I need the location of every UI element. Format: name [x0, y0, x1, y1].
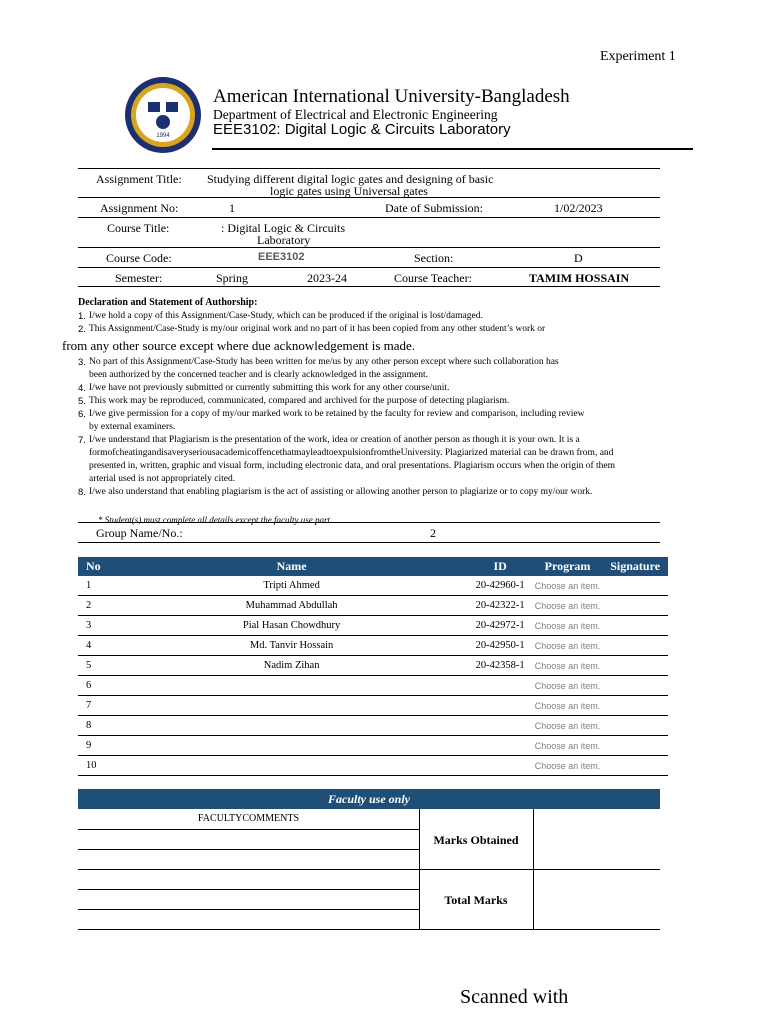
member-id — [468, 756, 533, 776]
declaration-title: Declaration and Statement of Authorship: — [78, 297, 258, 308]
program-select[interactable]: Choose an item. — [533, 756, 603, 776]
member-no: 5 — [78, 656, 116, 676]
teacher-value: TAMIM HOSSAIN — [529, 271, 630, 285]
member-id: 20-42322-1 — [468, 596, 533, 616]
declaration-item-continued: from any other source except where due acknowledgement is made. — [62, 338, 416, 353]
assignment-title-line2: logic gates using Universal gates — [270, 184, 428, 198]
comment-line[interactable] — [78, 829, 419, 830]
member-id: 20-42960-1 — [468, 576, 533, 596]
header-rule — [212, 148, 693, 150]
member-name: Md. Tanvir Hossain — [116, 636, 468, 656]
member-name — [116, 736, 468, 756]
member-no: 3 — [78, 616, 116, 636]
table-row — [78, 576, 668, 596]
program-select[interactable]: Choose an item. — [533, 576, 603, 596]
course-code-label: Course Code: — [106, 251, 172, 265]
assignment-no-label: Assignment No: — [100, 201, 179, 215]
member-id: 20-42950-1 — [468, 636, 533, 656]
header-program: Program — [533, 557, 603, 576]
university-logo — [124, 76, 202, 154]
signature-cell[interactable] — [602, 736, 668, 756]
assignment-no-value: 1 — [229, 201, 235, 215]
declaration-item: 4. I/we have not previously submitted or currently submitting this work for any other course/unit. — [78, 383, 450, 394]
program-select[interactable]: Choose an item. — [533, 616, 603, 636]
table-row — [78, 656, 668, 676]
total-marks-label: Total Marks — [444, 893, 508, 907]
members-header-row — [78, 557, 668, 576]
member-id: 20-42358-1 — [468, 656, 533, 676]
header-name: Name — [116, 557, 468, 576]
member-no: 7 — [78, 696, 116, 716]
course-title-label: Course Title: — [107, 221, 170, 235]
declaration-item: 3. No part of this Assignment/Case-Study has been written for me/us by any other person except where such collaboration has been authorized by the concerned teacher and is clearly acknowledged in the assignment. — [78, 357, 559, 380]
table-row — [78, 616, 668, 636]
group-value[interactable]: 2 — [430, 526, 436, 540]
info-bottom-rule — [78, 286, 660, 287]
declaration-list — [62, 310, 678, 499]
group-label: Group Name/No.: — [96, 526, 183, 540]
signature-cell[interactable] — [602, 596, 668, 616]
logo-year: 1994 — [156, 133, 170, 139]
signature-cell[interactable] — [602, 656, 668, 676]
faculty-heading: Faculty use only — [78, 789, 660, 809]
member-no: 8 — [78, 716, 116, 736]
table-row — [78, 756, 668, 776]
table-row — [78, 696, 668, 716]
info-row-number — [78, 197, 660, 218]
member-name — [116, 716, 468, 736]
teacher-label: Course Teacher: — [394, 271, 472, 285]
table-row — [78, 716, 668, 736]
header-signature: Signature — [602, 557, 668, 576]
program-select[interactable]: Choose an item. — [533, 736, 603, 756]
header-no: No — [78, 557, 116, 576]
member-name: Nadim Zihan — [116, 656, 468, 676]
members-table — [78, 557, 668, 776]
marks-divider — [419, 869, 660, 870]
declaration-item: 8. I/we also understand that enabling plagiarism is the act of assisting or allowing another person to plagiarize or to copy my/our work. — [78, 487, 593, 498]
program-select[interactable]: Choose an item. — [533, 596, 603, 616]
signature-cell[interactable] — [602, 756, 668, 776]
member-no: 1 — [78, 576, 116, 596]
signature-cell[interactable] — [602, 576, 668, 596]
declaration-item: 2. This Assignment/Case-Study is my/our original work and no part of it has been copied from any other student’s work or — [78, 324, 546, 335]
member-no: 2 — [78, 596, 116, 616]
program-select[interactable]: Choose an item. — [533, 656, 603, 676]
declaration-item: 6. I/we give permission for a copy of my/our marked work to be retained by the faculty for review and comparison, including review by external examiners. — [78, 409, 585, 432]
member-no: 6 — [78, 676, 116, 696]
section-value: D — [574, 251, 583, 265]
assignment-title-label: Assignment Title: — [96, 172, 182, 186]
section-label: Section: — [414, 251, 454, 265]
signature-cell[interactable] — [602, 716, 668, 736]
program-select[interactable]: Choose an item. — [533, 676, 603, 696]
group-top-rule — [78, 522, 660, 523]
member-id — [468, 736, 533, 756]
member-no: 10 — [78, 756, 116, 776]
faculty-comments-label: FACULTYCOMMENTS — [197, 813, 300, 824]
member-id — [468, 676, 533, 696]
header-id: ID — [468, 557, 533, 576]
table-row — [78, 736, 668, 756]
program-select[interactable]: Choose an item. — [533, 716, 603, 736]
declaration-item: 5. This work may be reproduced, communicated, compared and archived for the purpose of detecting plagiarism. — [78, 396, 510, 407]
member-no: 4 — [78, 636, 116, 656]
member-name: Pial Hasan Chowdhury — [116, 616, 468, 636]
course-title-line2: Laboratory — [257, 233, 311, 247]
member-id — [468, 696, 533, 716]
scanned-with-text: Scanned with — [460, 986, 569, 1008]
info-row-code — [78, 247, 660, 268]
signature-cell[interactable] — [602, 676, 668, 696]
course-heading: EEE3102: Digital Logic & Circuits Laboratory — [213, 121, 511, 138]
member-no: 9 — [78, 736, 116, 756]
comment-line[interactable] — [78, 869, 419, 870]
comment-line[interactable] — [78, 849, 419, 850]
program-select[interactable]: Choose an item. — [533, 696, 603, 716]
assignment-title-line1: Studying different digital logic gates and designing of basic — [207, 172, 494, 186]
year-value: 2023-24 — [307, 271, 347, 285]
member-id — [468, 716, 533, 736]
date-value: 1/02/2023 — [554, 201, 603, 215]
university-name: American International University-Bangladesh — [213, 86, 570, 107]
info-row-course-title — [78, 217, 660, 248]
course-code-value: EEE3102 — [258, 251, 305, 263]
member-name — [116, 696, 468, 716]
semester-value: Spring — [216, 271, 249, 285]
experiment-label: Experiment 1 — [600, 49, 676, 64]
program-select[interactable]: Choose an item. — [533, 636, 603, 656]
info-row-title — [78, 168, 660, 198]
semester-label: Semester: — [115, 271, 163, 285]
course-title-line1: : Digital Logic & Circuits — [221, 221, 345, 235]
table-row — [78, 676, 668, 696]
signature-cell[interactable] — [602, 636, 668, 656]
faculty-box — [78, 809, 660, 929]
student-note: * Student(s) must complete all details except the faculty use part. — [98, 515, 333, 525]
declaration-item: 1. I/we hold a copy of this Assignment/Case-Study, which can be produced if the original is lost/damaged. — [78, 311, 483, 322]
faculty-bottom-rule — [78, 929, 660, 930]
member-name: Tripti Ahmed — [116, 576, 468, 596]
marks-obtained-label: Marks Obtained — [433, 833, 519, 847]
signature-cell[interactable] — [602, 696, 668, 716]
member-id: 20-42972-1 — [468, 616, 533, 636]
date-label: Date of Submission: — [385, 201, 483, 215]
department-name: Department of Electrical and Electronic Engineering — [213, 107, 498, 122]
info-row-semester — [78, 267, 660, 287]
member-name: Muhammad Abdullah — [116, 596, 468, 616]
table-row — [78, 596, 668, 616]
member-name — [116, 676, 468, 696]
comment-line[interactable] — [78, 889, 419, 890]
signature-cell[interactable] — [602, 616, 668, 636]
member-name — [116, 756, 468, 776]
group-bottom-rule — [78, 542, 660, 543]
comment-line[interactable] — [78, 909, 419, 910]
table-row — [78, 636, 668, 656]
declaration-item: 7. I/we understand that Plagiarism is the presentation of the work, idea or creation of another person as though it is your own. It is a formofcheatingandisaveryseriousacademicoffencethatmayleadtoexpulsionfromtheUniversity. Plagiarized material can be drawn from, and presented in, written, graphic and visual form, including electronic data, and oral presentations. Plagiarism occurs when the origin of them arterial used is not appropriately cited. — [78, 435, 616, 484]
